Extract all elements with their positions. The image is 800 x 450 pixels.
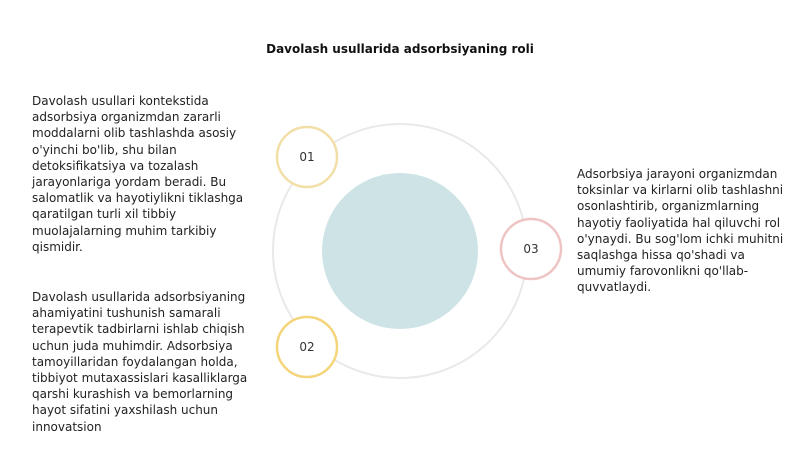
page-title: Davolash usullarida adsorbsiyaning roli	[266, 42, 534, 56]
node-01	[277, 127, 337, 187]
description-block-3: Adsorbsiya jarayoni organizmdan toksinlar va kirlarni olib tashlashni osonlashtirib, organizmlarning hayotiy faoliyatida hal qiluvchi rol o'ynaydi. Bu sog'lom ichki muhitni saqlashga hissa qo'shadi va umumiy farovonlikni qo'llab-quvvatlaydi.	[577, 167, 784, 295]
description-block-2: Davolash usullarida adsorbsiyaning ahamiyatini tushunish samarali terapevtik tadbirlarni ishlab chiqish uchun juda muhimdir. Adsorbsiya tamoyillaridan foydalangan holda, tibbiyot mutaxassislari kasalliklarga qarshi kurashish va bemorlarning hayot sifatini yaxshilash uchun innovatsion	[32, 290, 248, 434]
node-02	[277, 317, 337, 377]
node-02-label: 02	[299, 340, 315, 354]
center-circle	[322, 173, 478, 329]
description-block-1: Davolash usullari kontekstida adsorbsiya organizmdan zararli moddalarni olib tashlashda asosiy o'yinchi bo'lib, shu bilan detoksifikatsiya va tozalash jarayonlariga yordam beradi. Bu salomatlik va hayotiylikni tiklashga qaratilgan turli xil tibbiy muolajalarning muhim tarkibiy qismidir.	[32, 94, 244, 254]
node-01-label: 01	[299, 150, 315, 164]
node-03	[501, 219, 561, 279]
node-03-label: 03	[523, 242, 539, 256]
